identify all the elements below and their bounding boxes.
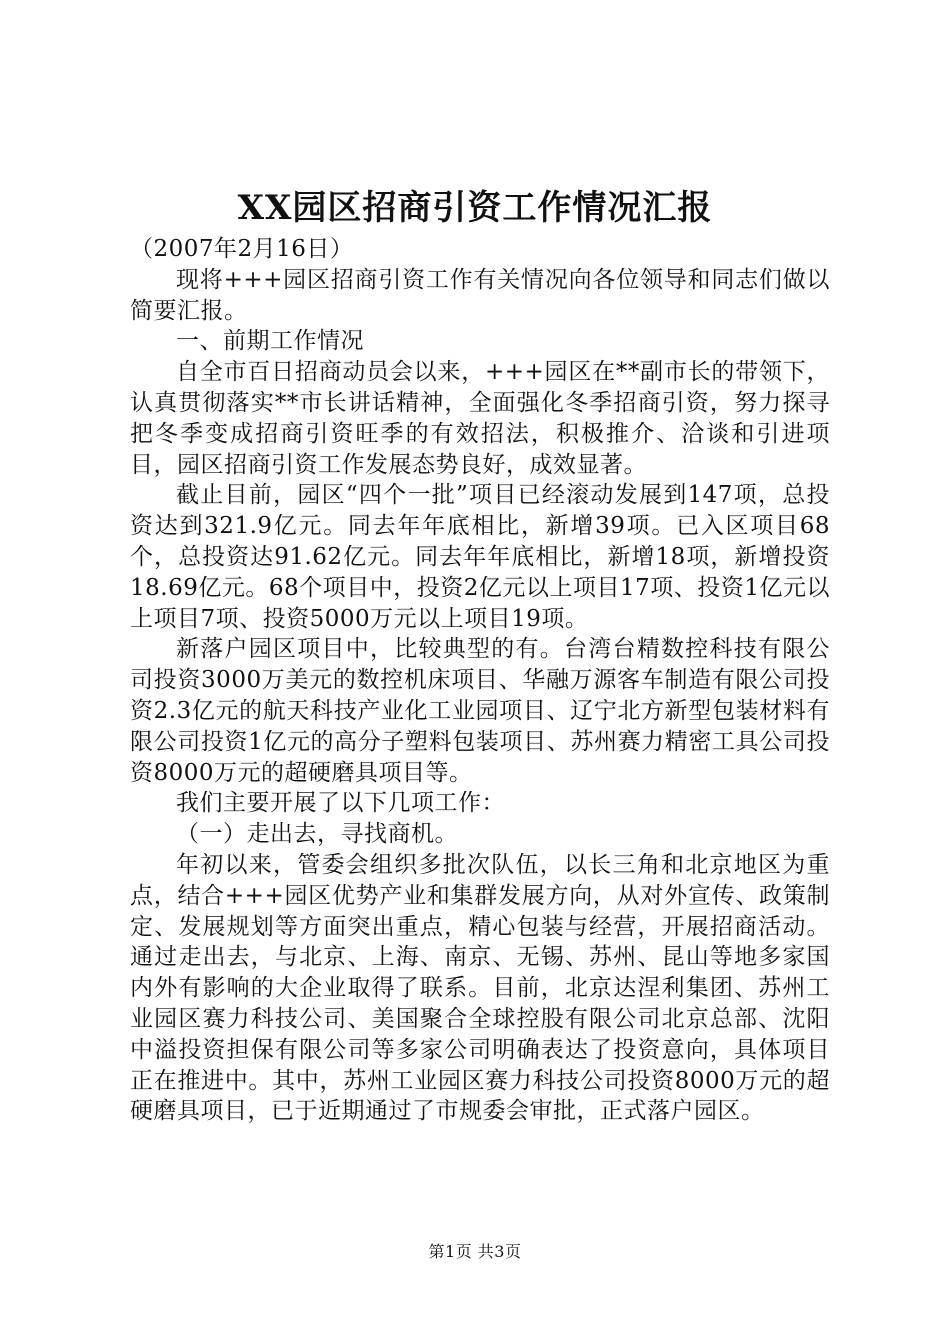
paragraph-going-out: 年初以来，管委会组织多批次队伍，以长三角和北京地区为重点，结合+++园区优势产业和集群发展方向，从对外宣传、政策制定、发展规划等方面突出重点，精心包装与经营，开展招商活动。通过走出去，与北京、上海、南京、无锡、苏州、昆山等地多家国内外有影响的大企业取得了联系。目前，北京达涅利集团、苏州工业园区赛力科技公司、美国聚合全球控股有限公司北京总部、沈阳中溢投资担保有限公司等多家公司明确表达了投资意向，具体项目正在推进中。其中，苏州工业园区赛力科技公司投资8000万元的超硬磨具项目，已于近期通过了市规委会审批，正式落户园区。 — [130, 851, 830, 1125]
paragraph-work-intro: 我们主要开展了以下几项工作： — [176, 790, 505, 817]
paragraph-intro: 现将+++园区招商引资工作有关情况向各位领导和同志们做以简要汇报。 — [130, 266, 830, 324]
document-title: XX园区招商引资工作情况汇报 — [237, 188, 713, 228]
page-number-footer: 第1页 共3页 — [428, 1242, 522, 1261]
section-heading-1: 一、前期工作情况 — [176, 328, 364, 355]
paragraph-typical-projects: 新落户园区项目中，比较典型的有。台湾台精数控科技有限公司投资3000万美元的数控机床项目、华融万源客车制造有限公司投资2.3亿元的航天科技产业化工业园项目、辽宁北方新型包装材料有限公司投资1亿元的高分子塑料包装项目、苏州赛力精密工具公司投资8000万元的超硬磨具项目等。 — [130, 636, 830, 786]
document-body — [130, 234, 830, 1127]
paragraph-overview: 自全市百日招商动员会以来，+++园区在**副市长的带领下，认真贯彻落实**市长讲话精神，全面强化冬季招商引资，努力探寻把冬季变成招商引资旺季的有效招法，积极推介、洽谈和引进项目，园区招商引资工作发展态势良好，成效显著。 — [130, 359, 830, 478]
subsection-heading-1: （一）走出去，寻找商机。 — [176, 821, 458, 848]
paragraph-statistics: 截止目前，园区“四个一批”项目已经滚动发展到147项，总投资达到321.9亿元。同去年年底相比，新增39项。已入区项目68个，总投资达91.62亿元。同去年年底相比，新增18项，新增投资18.69亿元。68个项目中，投资2亿元以上项目17项、投资1亿元以上项目7项、投资5000万元以上项目19项。 — [130, 482, 830, 632]
document-date: （2007年2月16日） — [130, 236, 354, 262]
